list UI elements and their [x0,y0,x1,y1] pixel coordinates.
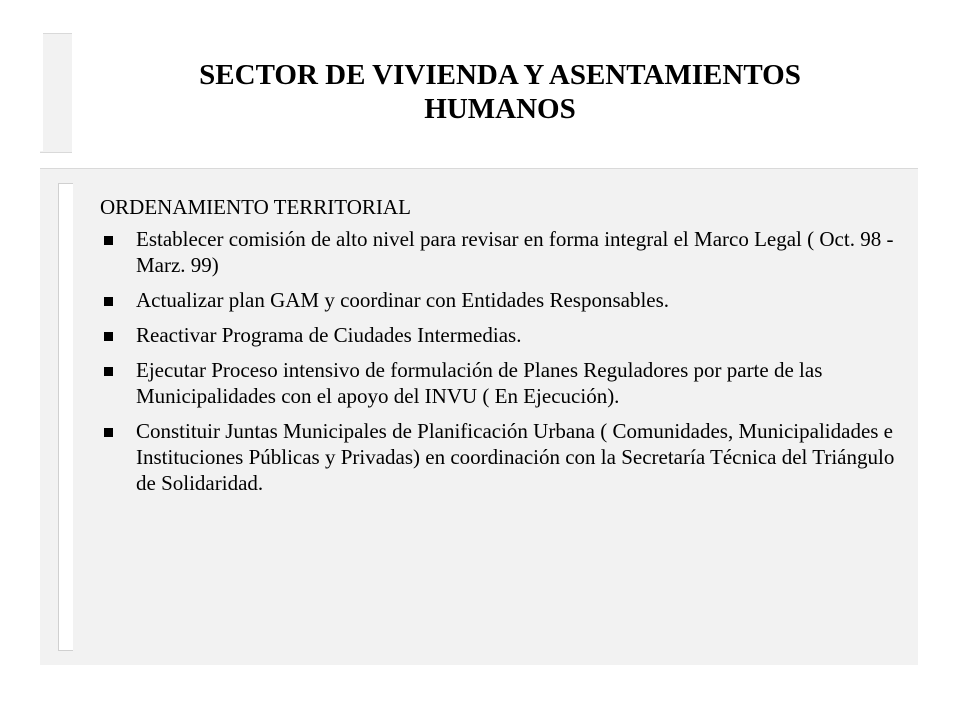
section-heading: ORDENAMIENTO TERRITORIAL [100,195,411,219]
slide-title-line-2: HUMANOS [424,93,576,125]
square-bullet-icon [104,236,113,245]
square-bullet-icon [104,367,113,376]
body-content [100,194,900,505]
square-bullet-icon [104,428,113,437]
bullet-text: Actualizar plan GAM y coordinar con Entidades Responsables. [136,288,670,312]
bullet-text: Establecer comisión de alto nivel para revisar en forma integral el Marco Legal ( Oct. 98 - Marz. 99) [136,227,894,277]
slide-title-line-1: SECTOR DE VIVIENDA Y ASENTAMIENTOS [199,59,801,91]
bullet-list [100,226,900,496]
body-bracket-decoration [58,183,73,651]
slide-title [100,58,900,126]
title-bracket-decoration [40,33,72,153]
bullet-text: Reactivar Programa de Ciudades Intermedias. [136,323,522,347]
bullet-item [100,322,900,348]
square-bullet-icon [104,332,113,341]
bullet-item [100,226,900,278]
square-bullet-icon [104,297,113,306]
bullet-item [100,357,900,409]
bullet-text: Constituir Juntas Municipales de Planificación Urbana ( Comunidades, Municipalidades e Instituciones Públicas y Privadas) en coordinación con la Secretaría Técnica del Triángulo de Solidaridad. [136,419,895,495]
title-bracket-edge [40,33,43,151]
bullet-item [100,287,900,313]
bullet-item [100,418,900,496]
bullet-text: Ejecutar Proceso intensivo de formulación de Planes Reguladores por parte de las Municipalidades con el apoyo del INVU ( En Ejecución). [136,358,823,408]
